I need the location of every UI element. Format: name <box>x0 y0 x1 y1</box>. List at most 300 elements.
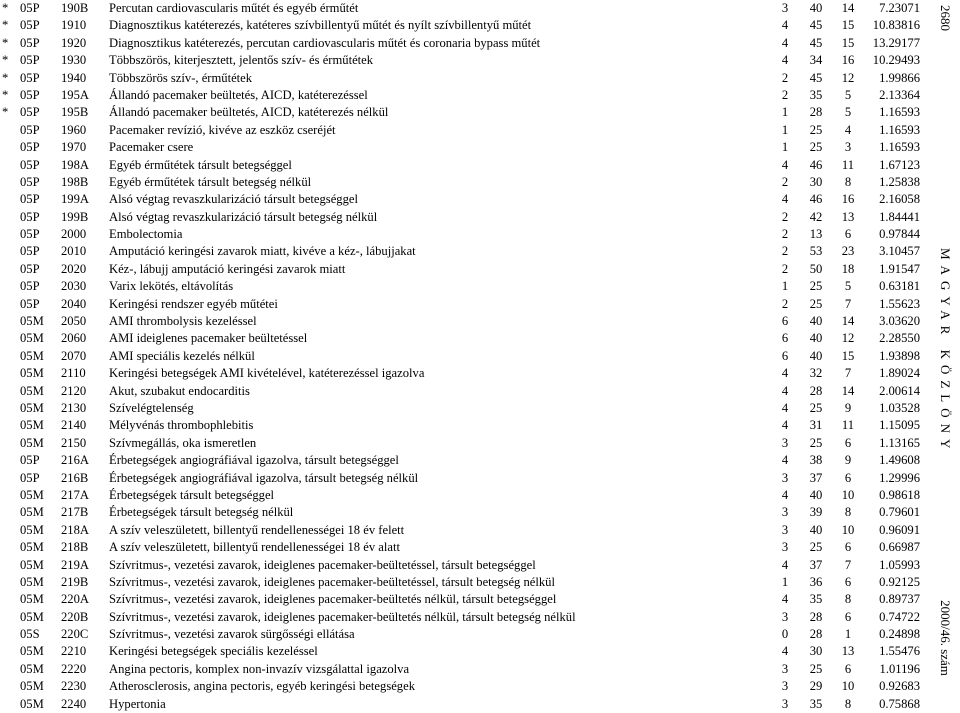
row-description: Pacemaker csere <box>109 140 194 155</box>
row-lower-limit: 4 <box>781 35 789 50</box>
table-row <box>0 365 940 382</box>
row-group-code: 05P <box>20 279 40 294</box>
row-upper-limit: 37 <box>809 470 823 485</box>
row-lower-limit: 2 <box>781 70 789 85</box>
row-weight: 0.63181 <box>879 279 920 294</box>
row-weight: 1.29996 <box>879 470 920 485</box>
row-upper-limit: 28 <box>809 383 823 398</box>
row-weight: 0.92125 <box>879 574 920 589</box>
table-row <box>0 122 940 139</box>
row-description: AMI ideiglenes pacemaker beültetéssel <box>109 331 308 346</box>
row-upper-limit: 31 <box>809 418 823 433</box>
row-weight: 1.25838 <box>879 174 920 189</box>
row-description: Állandó pacemaker beültetés, AICD, katéterezéssel <box>109 87 368 102</box>
row-description: Szívritmus-, vezetési zavarok, ideiglenes pacemaker-beültetéssel, társult betegséggel <box>109 557 536 572</box>
row-lower-limit: 2 <box>781 296 789 311</box>
row-lower-limit: 2 <box>781 87 789 102</box>
row-upper-limit: 40 <box>809 1 823 15</box>
row-description: A szív veleszületett, billentyű rendellenességei 18 év alatt <box>109 540 400 555</box>
row-weight: 3.03620 <box>879 314 920 329</box>
row-drg-code: 2060 <box>61 331 87 346</box>
row-description: AMI thrombolysis kezeléssel <box>109 314 257 329</box>
row-drg-code: 2120 <box>61 383 87 398</box>
row-star-marker: * <box>2 70 9 85</box>
row-lower-limit: 4 <box>781 366 789 381</box>
row-description: Pacemaker revízió, kivéve az eszköz cseréjét <box>109 122 336 137</box>
row-group-code: 05P <box>20 140 40 155</box>
row-description: Érbetegségek angiográfiával igazolva, társult betegséggel <box>109 453 399 468</box>
row-description: Angina pectoris, komplex non-invazív vizsgálattal igazolva <box>109 661 410 676</box>
row-weight: 1.84441 <box>879 209 920 224</box>
table-row <box>0 661 940 678</box>
row-upper-limit: 40 <box>809 348 823 363</box>
row-group-code: 05P <box>20 1 40 15</box>
row-lower-limit: 4 <box>781 383 789 398</box>
row-drg-code: 2230 <box>61 679 87 694</box>
row-lower-limit: 0 <box>781 627 789 642</box>
row-upper-limit: 25 <box>809 140 823 155</box>
row-group-code: 05P <box>20 453 40 468</box>
row-normative-days: 7 <box>844 557 852 572</box>
table-row <box>0 87 940 104</box>
row-upper-limit: 25 <box>809 661 823 676</box>
row-upper-limit: 35 <box>809 696 823 711</box>
row-drg-code: 2210 <box>61 644 87 659</box>
table-row <box>0 191 940 208</box>
row-weight: 1.05993 <box>879 557 920 572</box>
row-normative-days: 6 <box>844 227 852 242</box>
row-weight: 1.91547 <box>879 261 920 276</box>
row-description: Szívritmus-, vezetési zavarok, ideiglenes pacemaker-beültetés nélkül, társult betegséggel <box>109 592 557 607</box>
row-drg-code: 220A <box>61 592 89 607</box>
table-row <box>0 400 940 417</box>
row-upper-limit: 25 <box>809 279 823 294</box>
row-upper-limit: 45 <box>809 70 823 85</box>
table-row <box>0 226 940 243</box>
row-drg-code: 190B <box>61 1 89 15</box>
row-lower-limit: 3 <box>781 696 789 711</box>
row-lower-limit: 4 <box>781 592 789 607</box>
row-drg-code: 2040 <box>61 296 87 311</box>
row-upper-limit: 25 <box>809 435 823 450</box>
row-star-marker: * <box>2 35 9 50</box>
row-upper-limit: 25 <box>809 540 823 555</box>
row-normative-days: 10 <box>841 679 855 694</box>
row-lower-limit: 3 <box>781 661 789 676</box>
row-group-code: 05M <box>20 557 44 572</box>
row-upper-limit: 30 <box>809 174 823 189</box>
table-row <box>0 696 940 713</box>
row-normative-days: 15 <box>841 35 855 50</box>
table-row <box>0 383 940 400</box>
row-lower-limit: 4 <box>781 487 789 502</box>
row-drg-code: 2020 <box>61 261 87 276</box>
row-drg-code: 2130 <box>61 400 87 415</box>
row-upper-limit: 35 <box>809 87 823 102</box>
row-normative-days: 6 <box>844 661 852 676</box>
row-group-code: 05M <box>20 418 44 433</box>
row-description: Amputáció keringési zavarok miatt, kivéve a kéz-, lábujjakat <box>109 244 416 259</box>
row-description: Kéz-, lábujj amputáció keringési zavarok miatt <box>109 261 346 276</box>
row-weight: 0.66987 <box>879 540 920 555</box>
table-row <box>0 261 940 278</box>
row-lower-limit: 2 <box>781 227 789 242</box>
row-description: AMI speciális kezelés nélkül <box>109 348 255 363</box>
row-weight: 10.29493 <box>872 53 920 68</box>
row-normative-days: 6 <box>844 435 852 450</box>
row-description: Diagnosztikus katéterezés, percutan cardiovascularis műtét és coronaria bypass műtét <box>109 35 541 50</box>
row-lower-limit: 3 <box>781 1 789 15</box>
row-group-code: 05S <box>20 627 40 642</box>
row-drg-code: 2110 <box>61 366 86 381</box>
row-weight: 1.16593 <box>879 105 920 120</box>
row-lower-limit: 1 <box>781 279 789 294</box>
row-drg-code: 218B <box>61 540 89 555</box>
row-drg-code: 1940 <box>61 70 87 85</box>
row-description: Érbetegségek angiográfiával igazolva, társult betegség nélkül <box>109 470 419 485</box>
row-description: Szívritmus-, vezetési zavarok sürgősségi ellátása <box>109 627 355 642</box>
row-weight: 1.13165 <box>879 435 920 450</box>
row-lower-limit: 3 <box>781 505 789 520</box>
row-upper-limit: 53 <box>809 244 823 259</box>
table-row <box>0 417 940 434</box>
page-number: 2680 <box>938 5 953 31</box>
row-weight: 0.89737 <box>879 592 920 607</box>
row-group-code: 05M <box>20 487 44 502</box>
row-group-code: 05M <box>20 435 44 450</box>
row-description: Akut, szubakut endocarditis <box>109 383 250 398</box>
row-drg-code: 1930 <box>61 53 87 68</box>
table-row <box>0 557 940 574</box>
row-upper-limit: 40 <box>809 487 823 502</box>
row-drg-code: 220B <box>61 609 89 624</box>
row-normative-days: 8 <box>844 696 852 711</box>
row-upper-limit: 38 <box>809 453 823 468</box>
table-row <box>0 643 940 660</box>
row-drg-code: 217A <box>61 487 89 502</box>
row-group-code: 05P <box>20 244 40 259</box>
table-row <box>0 35 940 52</box>
row-description: Többszörös szív-, érműtétek <box>109 70 253 85</box>
table-row <box>0 522 940 539</box>
row-drg-code: 2140 <box>61 418 87 433</box>
row-drg-code: 2240 <box>61 696 87 711</box>
table-row <box>0 278 940 295</box>
row-normative-days: 8 <box>844 592 852 607</box>
row-weight: 1.93898 <box>879 348 920 363</box>
row-star-marker: * <box>2 87 9 102</box>
table-row <box>0 17 940 34</box>
row-group-code: 05P <box>20 35 40 50</box>
table-row <box>0 0 940 17</box>
row-description: Szívritmus-, vezetési zavarok, ideiglenes pacemaker-beültetéssel, társult betegség nélkül <box>109 574 555 589</box>
table-row <box>0 452 940 469</box>
row-drg-code: 2050 <box>61 314 87 329</box>
row-drg-code: 2150 <box>61 435 87 450</box>
row-description: A szív veleszületett, billentyű rendellenességei 18 év felett <box>109 522 405 537</box>
journal-title: MAGYAR KÖZLÖNY <box>938 248 953 455</box>
row-description: Keringési betegségek speciális kezeléssel <box>109 644 318 659</box>
row-star-marker: * <box>2 1 9 15</box>
row-weight: 1.16593 <box>879 140 920 155</box>
row-group-code: 05M <box>20 331 44 346</box>
row-normative-days: 7 <box>844 296 852 311</box>
table-row <box>0 70 940 87</box>
row-upper-limit: 28 <box>809 609 823 624</box>
row-weight: 0.96091 <box>879 522 920 537</box>
row-drg-code: 220C <box>61 627 89 642</box>
row-description: Szívelégtelenség <box>109 400 194 415</box>
row-lower-limit: 1 <box>781 140 789 155</box>
row-group-code: 05P <box>20 70 40 85</box>
row-normative-days: 12 <box>841 331 855 346</box>
row-group-code: 05P <box>20 87 40 102</box>
row-normative-days: 5 <box>844 87 852 102</box>
row-drg-code: 198A <box>61 157 89 172</box>
row-star-marker: * <box>2 105 9 120</box>
row-lower-limit: 3 <box>781 470 789 485</box>
row-lower-limit: 3 <box>781 522 789 537</box>
row-drg-code: 1960 <box>61 122 87 137</box>
row-lower-limit: 4 <box>781 157 789 172</box>
row-normative-days: 5 <box>844 279 852 294</box>
row-upper-limit: 40 <box>809 331 823 346</box>
row-weight: 1.55623 <box>879 296 920 311</box>
row-description: Szívmegállás, oka ismeretlen <box>109 435 257 450</box>
row-normative-days: 8 <box>844 505 852 520</box>
row-lower-limit: 4 <box>781 18 789 33</box>
row-upper-limit: 46 <box>809 192 823 207</box>
row-upper-limit: 13 <box>809 227 823 242</box>
row-upper-limit: 30 <box>809 644 823 659</box>
row-group-code: 05P <box>20 157 40 172</box>
row-weight: 2.28550 <box>879 331 920 346</box>
row-weight: 7.23071 <box>879 1 920 15</box>
row-normative-days: 1 <box>844 627 852 642</box>
row-drg-code: 195A <box>61 87 89 102</box>
row-normative-days: 23 <box>841 244 855 259</box>
row-description: Embolectomia <box>109 227 183 242</box>
row-description: Állandó pacemaker beültetés, AICD, katéterezés nélkül <box>109 105 389 120</box>
row-weight: 2.16058 <box>879 192 920 207</box>
row-weight: 1.15095 <box>879 418 920 433</box>
row-lower-limit: 4 <box>781 557 789 572</box>
row-upper-limit: 40 <box>809 314 823 329</box>
row-weight: 1.01196 <box>879 661 920 676</box>
row-description: Egyéb érműtétek társult betegség nélkül <box>109 174 312 189</box>
row-description: Hypertonia <box>109 696 166 711</box>
row-description: Diagnosztikus katéterezés, katéteres szívbillentyű műtét és nyílt szívbillentyű műtét <box>109 18 532 33</box>
table-row <box>0 678 940 695</box>
row-normative-days: 6 <box>844 540 852 555</box>
row-normative-days: 9 <box>844 453 852 468</box>
row-normative-days: 15 <box>841 348 855 363</box>
row-normative-days: 12 <box>841 70 855 85</box>
row-group-code: 05P <box>20 209 40 224</box>
row-lower-limit: 6 <box>781 348 789 363</box>
row-lower-limit: 4 <box>781 400 789 415</box>
row-description: Szívritmus-, vezetési zavarok, ideiglenes pacemaker-beültetés nélkül, társult betegség nélkül <box>109 609 576 624</box>
row-upper-limit: 28 <box>809 627 823 642</box>
row-normative-days: 13 <box>841 209 855 224</box>
row-group-code: 05M <box>20 522 44 537</box>
row-lower-limit: 3 <box>781 609 789 624</box>
row-drg-code: 1920 <box>61 35 87 50</box>
table-row <box>0 348 940 365</box>
row-weight: 0.74722 <box>879 609 920 624</box>
row-group-code: 05M <box>20 348 44 363</box>
row-description: Többszörös, kiterjesztett, jelentős szív- és érműtétek <box>109 53 374 68</box>
row-group-code: 05M <box>20 696 44 711</box>
row-upper-limit: 39 <box>809 505 823 520</box>
row-group-code: 05M <box>20 644 44 659</box>
row-normative-days: 6 <box>844 470 852 485</box>
row-upper-limit: 45 <box>809 18 823 33</box>
row-group-code: 05M <box>20 679 44 694</box>
row-upper-limit: 36 <box>809 574 823 589</box>
table-row <box>0 504 940 521</box>
row-normative-days: 13 <box>841 644 855 659</box>
table-row <box>0 209 940 226</box>
row-group-code: 05P <box>20 227 40 242</box>
row-group-code: 05M <box>20 366 44 381</box>
row-group-code: 05P <box>20 296 40 311</box>
row-description: Keringési betegségek AMI kivételével, katéterezéssel igazolva <box>109 366 425 381</box>
row-drg-code: 1970 <box>61 140 87 155</box>
row-group-code: 05P <box>20 192 40 207</box>
row-weight: 0.79601 <box>879 505 920 520</box>
row-lower-limit: 1 <box>781 122 789 137</box>
row-normative-days: 7 <box>844 366 852 381</box>
table-row <box>0 313 940 330</box>
row-lower-limit: 2 <box>781 174 789 189</box>
row-drg-code: 195B <box>61 105 89 120</box>
table-row <box>0 104 940 121</box>
row-drg-code: 198B <box>61 174 89 189</box>
row-upper-limit: 34 <box>809 53 823 68</box>
row-upper-limit: 40 <box>809 522 823 537</box>
row-drg-code: 219B <box>61 574 89 589</box>
row-group-code: 05M <box>20 540 44 555</box>
row-weight: 1.99866 <box>879 70 920 85</box>
row-normative-days: 6 <box>844 574 852 589</box>
row-description: Keringési rendszer egyéb műtétei <box>109 296 278 311</box>
row-upper-limit: 25 <box>809 296 823 311</box>
table-row <box>0 435 940 452</box>
row-weight: 2.00614 <box>879 383 920 398</box>
row-upper-limit: 32 <box>809 366 823 381</box>
row-upper-limit: 50 <box>809 261 823 276</box>
row-drg-code: 2010 <box>61 244 87 259</box>
row-drg-code: 219A <box>61 557 89 572</box>
row-lower-limit: 4 <box>781 53 789 68</box>
row-lower-limit: 2 <box>781 261 789 276</box>
row-lower-limit: 4 <box>781 192 789 207</box>
row-drg-code: 2030 <box>61 279 87 294</box>
row-upper-limit: 45 <box>809 35 823 50</box>
row-normative-days: 16 <box>841 192 855 207</box>
row-lower-limit: 4 <box>781 418 789 433</box>
row-weight: 0.97844 <box>879 227 920 242</box>
row-normative-days: 10 <box>841 522 855 537</box>
row-weight: 0.24898 <box>879 627 920 642</box>
row-drg-code: 199A <box>61 192 89 207</box>
row-description: Mélyvénás thrombophlebitis <box>109 418 254 433</box>
row-normative-days: 5 <box>844 105 852 120</box>
row-normative-days: 16 <box>841 53 855 68</box>
row-drg-code: 2070 <box>61 348 87 363</box>
row-weight: 0.92683 <box>879 679 920 694</box>
row-normative-days: 4 <box>844 122 852 137</box>
row-drg-code: 216B <box>61 470 89 485</box>
row-description: Alsó végtag revaszkularizáció társult betegséggel <box>109 192 358 207</box>
row-group-code: 05P <box>20 261 40 276</box>
row-group-code: 05M <box>20 383 44 398</box>
row-drg-code: 218A <box>61 522 89 537</box>
row-lower-limit: 4 <box>781 453 789 468</box>
row-normative-days: 18 <box>841 261 855 276</box>
row-lower-limit: 3 <box>781 435 789 450</box>
row-normative-days: 11 <box>841 157 855 172</box>
row-lower-limit: 3 <box>781 540 789 555</box>
row-weight: 0.75868 <box>879 696 920 711</box>
row-weight: 1.49608 <box>879 453 920 468</box>
row-weight: 2.13364 <box>879 87 920 102</box>
row-normative-days: 11 <box>841 418 855 433</box>
row-lower-limit: 6 <box>781 331 789 346</box>
issue-number: 2000/46. szám <box>938 600 953 676</box>
row-upper-limit: 28 <box>809 105 823 120</box>
row-group-code: 05M <box>20 314 44 329</box>
table-row <box>0 243 940 260</box>
row-drg-code: 216A <box>61 453 89 468</box>
row-group-code: 05P <box>20 53 40 68</box>
row-group-code: 05P <box>20 105 40 120</box>
row-star-marker: * <box>2 53 9 68</box>
row-lower-limit: 6 <box>781 314 789 329</box>
row-lower-limit: 2 <box>781 209 789 224</box>
row-weight: 10.83816 <box>872 18 920 33</box>
row-normative-days: 10 <box>841 487 855 502</box>
row-normative-days: 8 <box>844 174 852 189</box>
row-normative-days: 14 <box>841 314 855 329</box>
row-group-code: 05M <box>20 574 44 589</box>
table-row <box>0 626 940 643</box>
row-lower-limit: 3 <box>781 679 789 694</box>
row-star-marker: * <box>2 18 9 33</box>
table-row <box>0 330 940 347</box>
table-row <box>0 174 940 191</box>
row-group-code: 05M <box>20 661 44 676</box>
row-description: Érbetegségek társult betegség nélkül <box>109 505 294 520</box>
table-row <box>0 296 940 313</box>
table-row <box>0 574 940 591</box>
row-description: Atherosclerosis, angina pectoris, egyéb keringési betegségek <box>109 679 415 694</box>
row-normative-days: 6 <box>844 609 852 624</box>
row-weight: 3.10457 <box>879 244 920 259</box>
row-group-code: 05M <box>20 505 44 520</box>
row-upper-limit: 35 <box>809 592 823 607</box>
row-lower-limit: 1 <box>781 574 789 589</box>
row-upper-limit: 25 <box>809 122 823 137</box>
table-row <box>0 609 940 626</box>
row-normative-days: 3 <box>844 140 852 155</box>
row-group-code: 05P <box>20 122 40 137</box>
row-drg-code: 217B <box>61 505 89 520</box>
row-upper-limit: 46 <box>809 157 823 172</box>
row-lower-limit: 4 <box>781 644 789 659</box>
table-row <box>0 591 940 608</box>
